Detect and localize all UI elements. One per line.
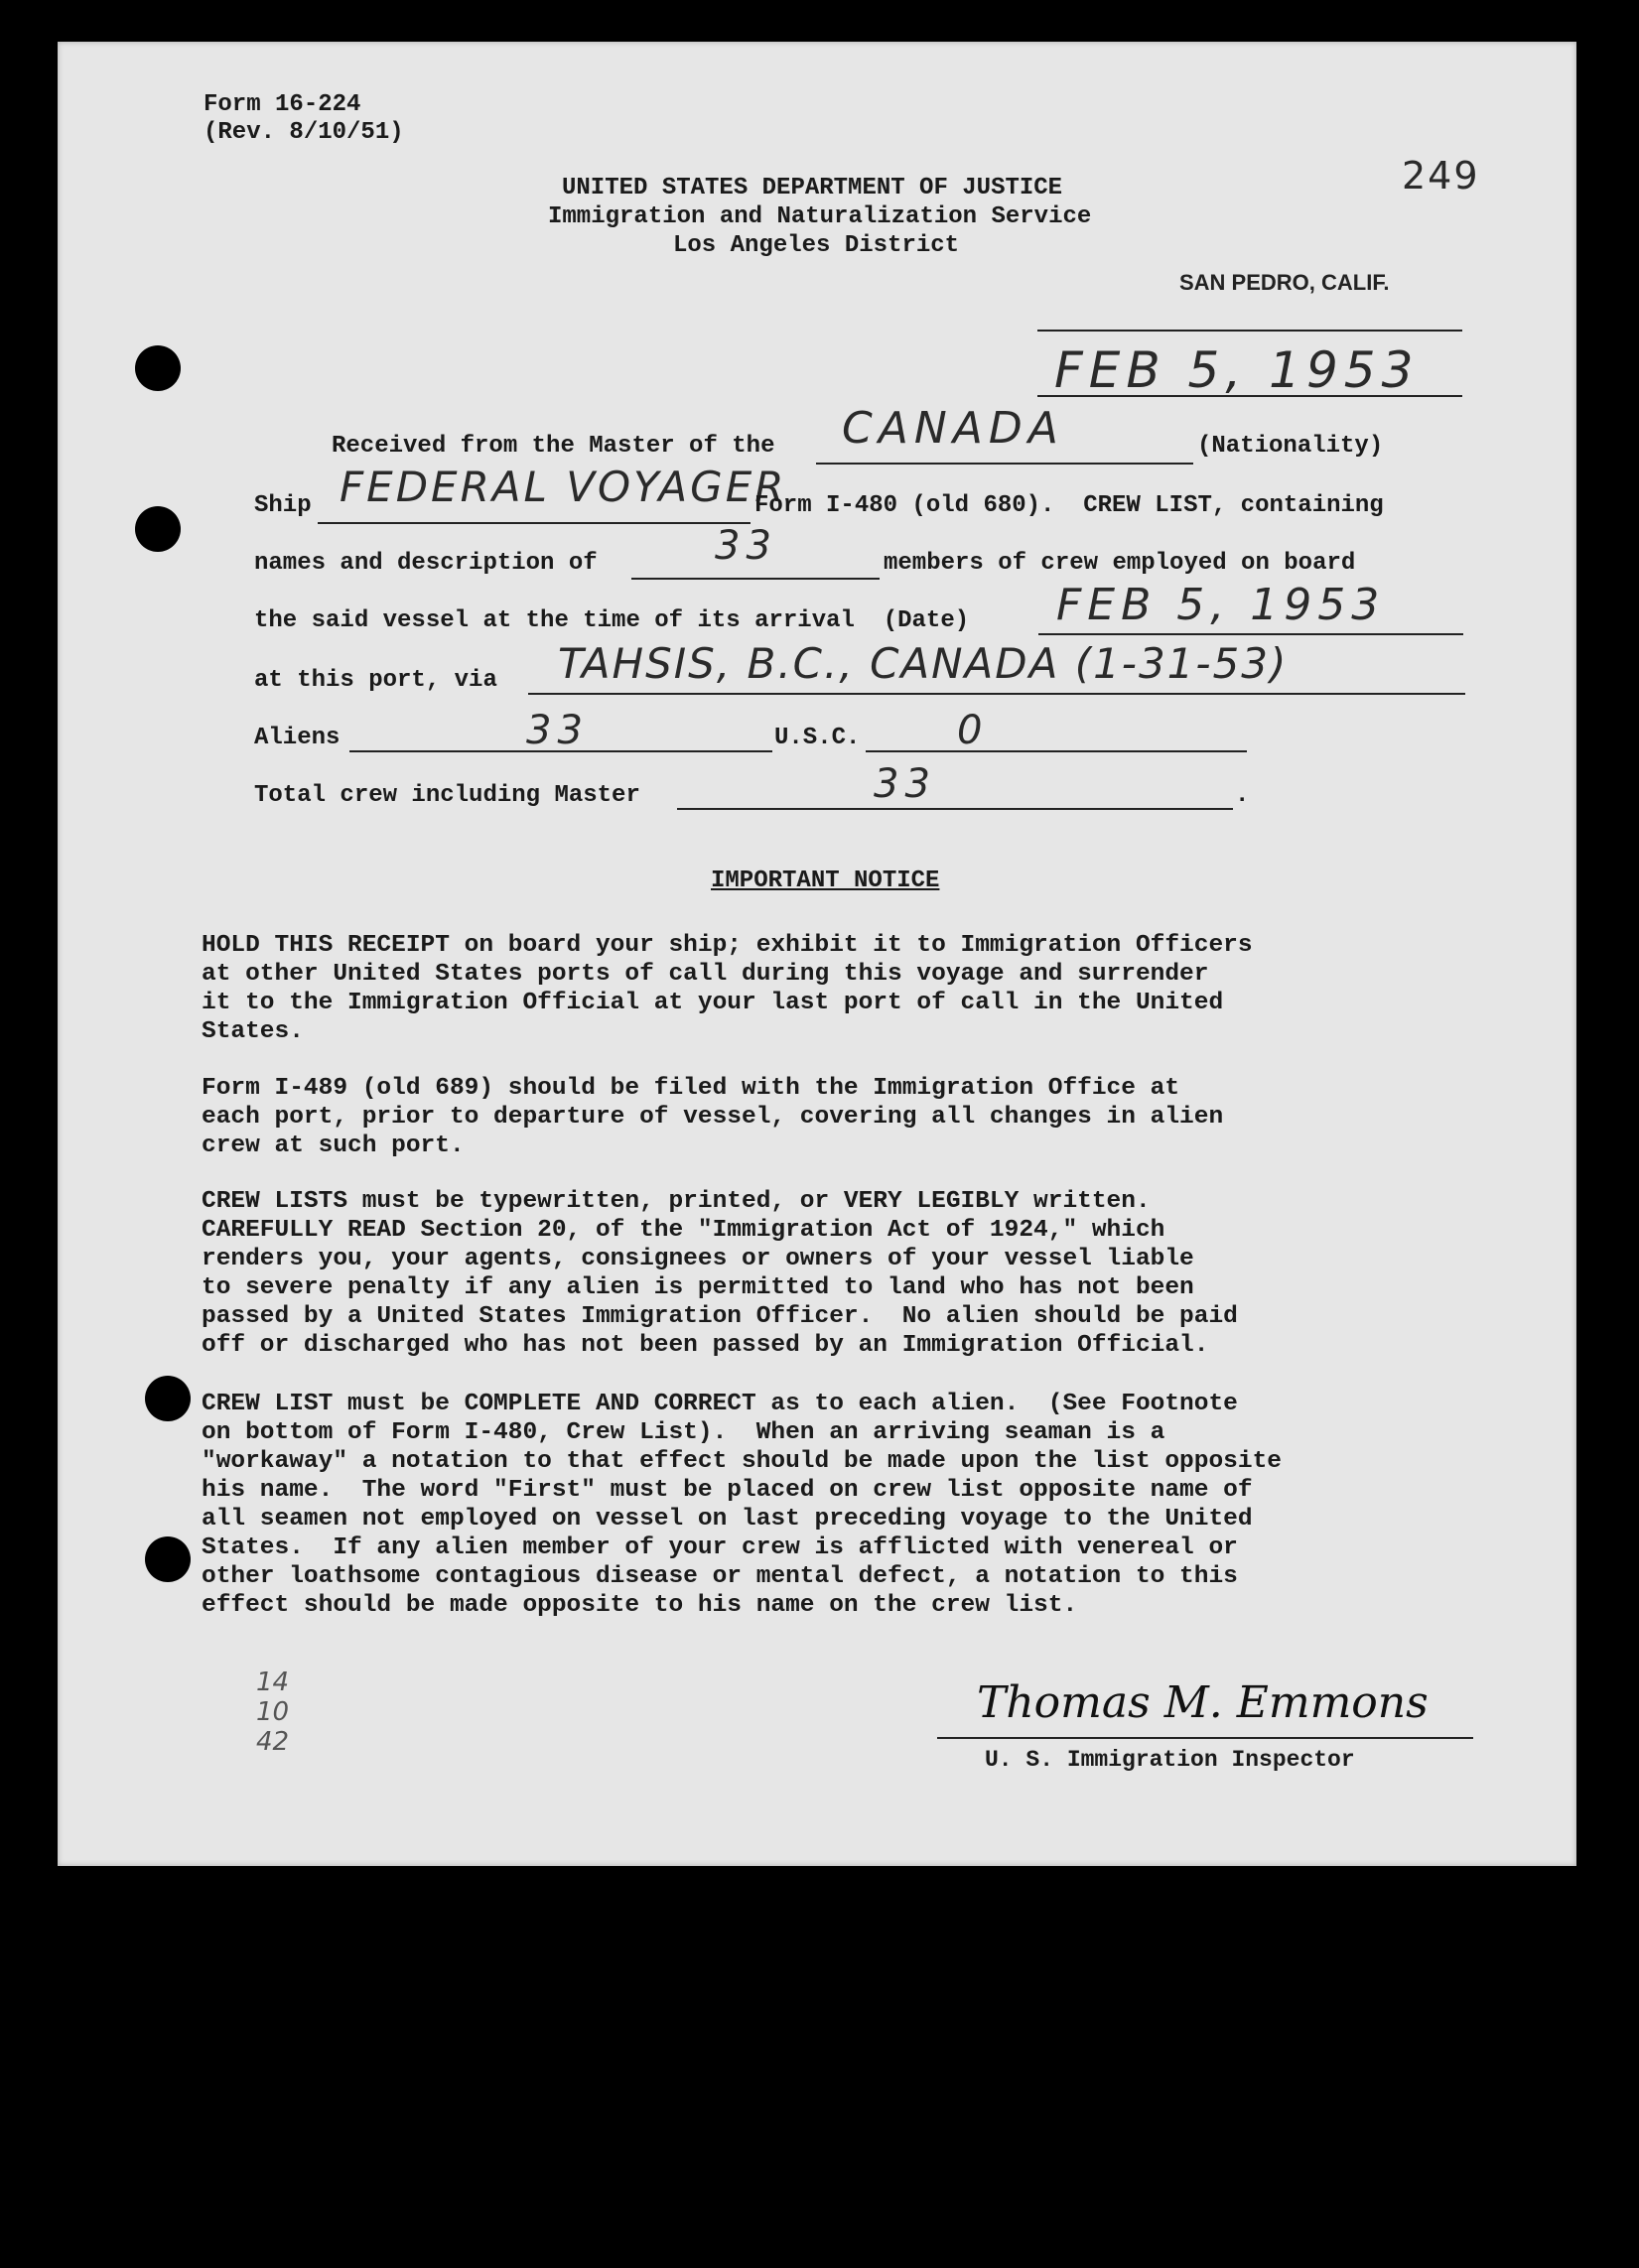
notice-paragraph-2: Form I-489 (old 689) should be filed with the Immigration Office at each port, prior to departure of vessel, covering all changes in alien crew at such port.: [202, 1075, 1224, 1159]
arrival-underline: [1038, 633, 1463, 635]
aliens-value: 33: [526, 708, 589, 753]
punch-hole-3: [145, 1376, 191, 1421]
members-value: 33: [715, 523, 777, 569]
port-stamp: SAN PEDRO, CALIF.: [1179, 270, 1390, 295]
via-label: at this port, via: [254, 667, 497, 694]
members-underline: [631, 578, 880, 580]
pencil-notes: 14 10 42: [256, 1668, 290, 1757]
date-underline: [1037, 395, 1462, 397]
punch-hole-1: [135, 345, 181, 391]
punch-hole-2: [135, 506, 181, 552]
page-number: 249: [1402, 154, 1480, 198]
nationality-underline: [816, 463, 1193, 465]
total-period: .: [1235, 782, 1250, 809]
notice-paragraph-3: CREW LISTS must be typewritten, printed, or VERY LEGIBLY written. CAREFULLY READ Section 20, of the "Immigration Act of 1924," which renders you, your agents, consignees or owners of your vessel liable to severe penalty if any alien is permitted to land who has not been passed by a United States Immigration Officer. No alien should be paid off or discharged who has not been passed by an Immigration Official.: [202, 1188, 1238, 1359]
nationality-label: (Nationality): [1197, 433, 1384, 460]
ship-underline: [318, 522, 751, 524]
usc-label: U.S.C.: [774, 725, 861, 751]
usc-underline: [866, 750, 1247, 752]
header-service: Immigration and Naturalization Service: [548, 203, 1092, 230]
inspector-title: U. S. Immigration Inspector: [985, 1747, 1355, 1773]
total-value: 33: [874, 761, 936, 807]
punch-hole-4: [145, 1536, 191, 1582]
received-label: Received from the Master of the: [332, 433, 775, 460]
names-label: names and description of: [254, 550, 598, 577]
arrival-date-value: FEB 5, 1953: [1056, 580, 1386, 630]
nationality-value: CANADA: [842, 403, 1064, 454]
via-value: TAHSIS, B.C., CANADA (1-31-53): [558, 639, 1289, 688]
usc-value: 0: [957, 708, 989, 753]
signature-line: [937, 1737, 1473, 1739]
via-underline: [528, 693, 1465, 695]
notice-paragraph-4: CREW LIST must be COMPLETE AND CORRECT as to each alien. (See Footnote on bottom of Form I-480, Crew List). When an arriving seaman is a "workaway" a notation to that effect should be made upon the list opposite his name. The word "First" must be placed on crew list opposite name of all seamen not employed on vessel on last preceding voyage to the United States. If any alien member of your crew is afflicted with venereal or other loathsome contagious disease or mental defect, a notation to this effect should be made opposite to his name on the crew list.: [202, 1391, 1282, 1619]
aliens-label: Aliens: [254, 725, 341, 751]
ship-name-value: FEDERAL VOYAGER: [340, 463, 787, 511]
header-district: Los Angeles District: [673, 232, 960, 259]
notice-paragraph-1: HOLD THIS RECEIPT on board your ship; exhibit it to Immigration Officers at other United States ports of call during this voyage and surrender it to the Immigration Official at your last port of call in the United States.: [202, 932, 1253, 1045]
aliens-underline: [349, 750, 772, 752]
arrival-label: the said vessel at the time of its arrival (Date): [254, 607, 970, 634]
ship-label: Ship: [254, 492, 312, 519]
total-label: Total crew including Master: [254, 782, 640, 809]
form-number: Form 16-224: [204, 91, 361, 118]
date-received: FEB 5, 1953: [1054, 341, 1420, 399]
inspector-signature: Thomas M. Emmons: [977, 1677, 1429, 1728]
members-tail: members of crew employed on board: [884, 550, 1356, 577]
header-department: UNITED STATES DEPARTMENT OF JUSTICE: [562, 175, 1063, 201]
stamp-underline: [1037, 330, 1462, 332]
notice-heading: IMPORTANT NOTICE: [711, 867, 940, 894]
form-revision: (Rev. 8/10/51): [204, 119, 404, 146]
ship-tail: Form I-480 (old 680). CREW LIST, containing: [754, 492, 1384, 519]
total-underline: [677, 808, 1233, 810]
